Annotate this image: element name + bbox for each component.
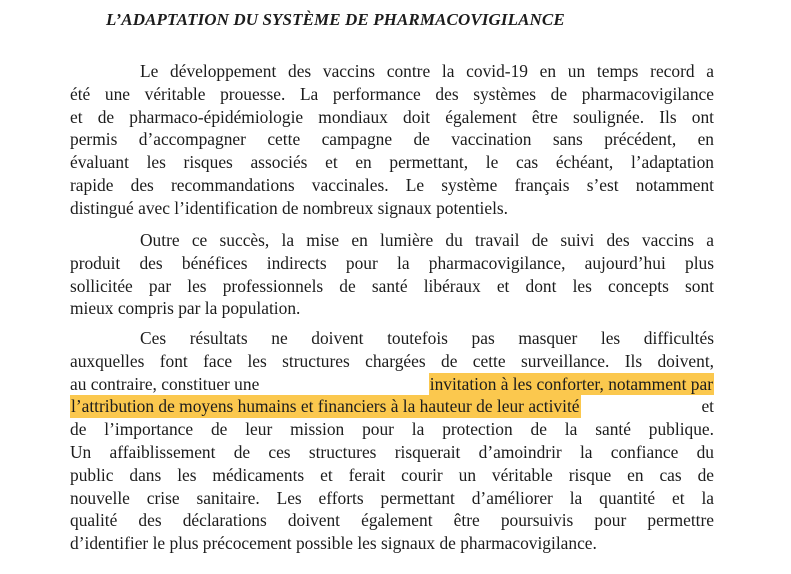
paragraph-3 bbox=[70, 327, 714, 555]
highlighted-text: invitation à les conforter, notamment par bbox=[429, 373, 713, 394]
text-line: Ces résultats ne doivent toutefois pas masquer les difficultés bbox=[140, 328, 714, 348]
text-line: public dans les médicaments et ferait courir un véritable risque en cas de bbox=[70, 464, 714, 485]
paragraph-1 bbox=[70, 60, 714, 220]
text-line: été une véritable prouesse. La performance des systèmes de pharmacovigilance bbox=[70, 83, 714, 104]
text-line-highlighted-start bbox=[70, 373, 714, 396]
text-line: et de pharmaco-épidémiologie mondiaux doit également être soulignée. Ils ont bbox=[70, 106, 714, 127]
text-line: nouvelle crise sanitaire. Les efforts permettant d’améliorer la quantité et la bbox=[70, 487, 714, 508]
paragraph-2 bbox=[70, 229, 714, 320]
text-line: d’identifier le plus précocement possible les signaux de pharmacovigilance. bbox=[70, 533, 597, 554]
text-line: permis d’accompagner cette campagne de vaccination sans précédent, en bbox=[70, 129, 714, 150]
text-line: Outre ce succès, la mise en lumière du travail de suivi des vaccins a bbox=[140, 230, 714, 250]
highlighted-text: l’attribution de moyens humains et financiers à la hauteur de leur activité bbox=[71, 396, 580, 417]
text-line-highlighted-end bbox=[70, 395, 714, 418]
text-line: sollicitée par les professionnels de santé libéraux et dont les concepts sont bbox=[70, 275, 714, 296]
text-line: évaluant les risques associés et en permettant, le cas échéant, l’adaptation bbox=[70, 152, 714, 173]
text-line: de l’importance de leur mission pour la protection de la santé publique. bbox=[70, 419, 714, 440]
text-line: distingué avec l’identification de nombreux signaux potentiels. bbox=[70, 197, 509, 218]
text-line: rapide des recommandations vaccinales. Le système français s’est notamment bbox=[70, 174, 714, 195]
text-line: Un affaiblissement de ces structures risquerait d’amoindrir la confiance du bbox=[70, 441, 714, 462]
text-line: qualité des déclarations doivent également être poursuivis pour permettre bbox=[70, 510, 714, 531]
text-line: auxquelles font face les structures chargées de cette surveillance. Ils doivent, bbox=[70, 350, 714, 371]
text-line: Le développement des vaccins contre la covid-19 en un temps record a bbox=[140, 61, 714, 81]
text-line: produit des bénéfices indirects pour la pharmacovigilance, aujourd’hui plus bbox=[70, 252, 714, 273]
text-segment: au contraire, constituer une bbox=[70, 373, 260, 394]
section-heading: L’ADAPTATION DU SYSTÈME DE PHARMACOVIGILANCE bbox=[106, 10, 565, 29]
text-line: mieux compris par la population. bbox=[70, 298, 301, 319]
text-segment: et bbox=[701, 396, 714, 417]
